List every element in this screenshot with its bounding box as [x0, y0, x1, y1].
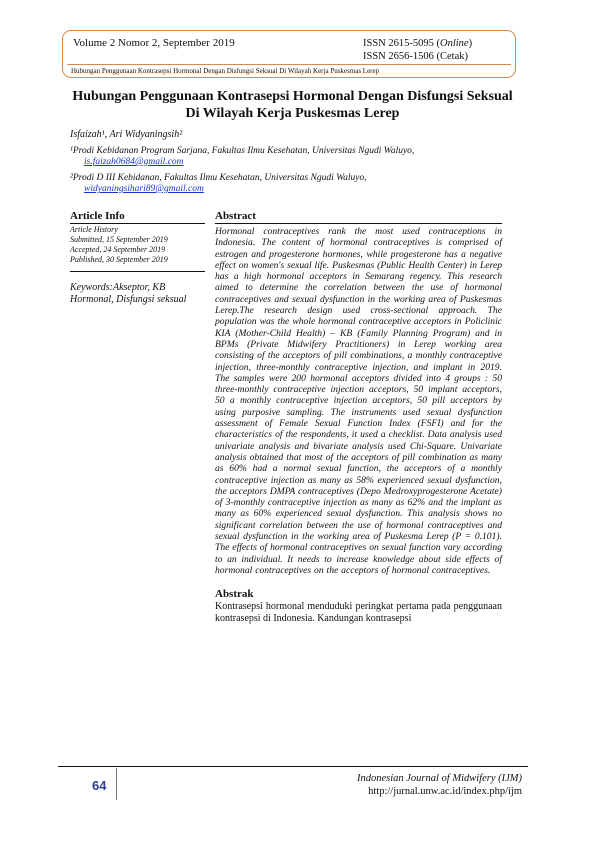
footer-divider	[58, 766, 528, 767]
header-divider	[67, 64, 511, 65]
abstract-text: Hormonal contraceptives rank the most used contraceptions in Indonesia. The content of hormonal contraceptives is comprised of estrogen and progesterone hormones, while progesterone has a negative effect on women's sexual life. Puskesmas (Public Health Center) in Lerep has a high hormonal acceptors in Semarang regency. This research aimed to determine the correlation between the use of hormonal contraceptives and sexual dysfunction in the working area of Puskesmas Lerep.The research design used cross-sectional approach. The population was the whole hormonal contraceptive acceptors in Policlinic KIA (Mother-Child Health) – KB (Family Planning Program) and in BPMs (Private Midwifery Practitioners) in Lerep working area consisting of the acceptors of pill combinations, a monthly contraceptive injection, three-monthly contraceptive injection, and implant in 2019. The samples were 200 hormonal acceptors divided into 4 groups : 50 three-monthly contraceptive injection acceptors, 50 implant acceptors, 50 a monthly contraceptive injection acceptors, 50 pill acceptors by using purposive sampling. The instruments used sexual dysfunction assessment of Female Sexual Function Index (FSFI) and for the characteristics of the respondents, it used a checklist. Data analysis used univariate analysis and bivariate analysis used Chi-Square. Univariate analysis obtained that most of the acceptors of pill combination as many as 60% had a normal sexual function, the acceptors of a monthly contraceptive injection as many as 58% experienced sexual dysfunction, the acceptors DMPA contraceptives (Depo Medroxyprogesterone Acetate) of 3-monthly contraceptive injection as many as 62% and the implant as many as 60% experienced sexual dysfunction. This analysis shows no significant correlation between the use of hormonal contraceptives and sexual dysfunction in the working area of Puskesma Lerep (P = 0.101). The effects of hormonal contraceptives on sexual function vary according to an individual. It needs to increase knowledge about side effects of hormonal contraceptives on the acceptors of hormonal contraceptives.	[215, 226, 502, 576]
page-number: 64	[92, 778, 107, 793]
issn-info	[363, 37, 472, 63]
abstrak-heading: Abstrak	[215, 588, 254, 601]
abstract-column	[215, 210, 502, 625]
issn-online: ISSN 2615-5095 (Online)	[363, 38, 473, 49]
journal-header	[62, 30, 516, 78]
article-info-column	[70, 210, 205, 306]
journal-name: Indonesian Journal of Midwifery (IJM)	[356, 773, 522, 784]
author-list: Isfaizah¹, Ari Widyaningsih²	[70, 129, 183, 140]
keywords: Keywords:Akseptor, KB Hormonal, Disfungsi seksual	[70, 282, 187, 305]
volume-info: Volume 2 Nomor 2, September 2019	[73, 37, 235, 49]
author-email-2[interactable]: widyaningsihari89@gmail.com	[84, 184, 204, 194]
author-email-1[interactable]: is.faizah0684@gmail.com	[84, 157, 184, 167]
issn-print: ISSN 2656-1506 (Cetak)	[363, 51, 468, 62]
accepted-date: Accepted, 24 September 2019	[70, 245, 166, 254]
submitted-date: Submitted, 15 September 2019	[70, 235, 168, 244]
article-title: Hubungan Penggunaan Kontrasepsi Hormonal Dengan Disfungsi Seksual Di Wilayah Kerja Puskesmas Lerep	[72, 89, 513, 121]
abstract-heading: Abstract	[215, 210, 502, 224]
running-title: Hubungan Penggunaan Kontrasepsi Hormonal Dengan Disfungsi Seksual Di Wilayah Kerja Puskesmas Lerep	[71, 67, 380, 75]
affiliation-1: ¹Prodi Kebidanan Program Sarjana, Fakultas Ilmu Kesehatan, Universitas Ngudi Waluyo,	[70, 146, 415, 156]
journal-footer	[357, 772, 522, 798]
history-label: Article History	[70, 225, 118, 234]
affiliation-2: ²Prodi D III Kebidanan, Fakultas Ilmu Kesehatan, Universitas Ngudi Waluyo,	[70, 173, 367, 183]
journal-url[interactable]: http://jurnal.unw.ac.id/index.php/ijm	[368, 786, 522, 797]
footer-separator	[116, 768, 117, 800]
published-date: Published, 30 September 2019	[70, 255, 168, 264]
article-history	[70, 225, 205, 272]
abstrak-text: Kontrasepsi hormonal menduduki peringkat pertama pada penggunaan kontrasepsi di Indonesia. Kandungan kontrasepsi	[215, 601, 502, 625]
article-info-heading: Article Info	[70, 210, 205, 224]
